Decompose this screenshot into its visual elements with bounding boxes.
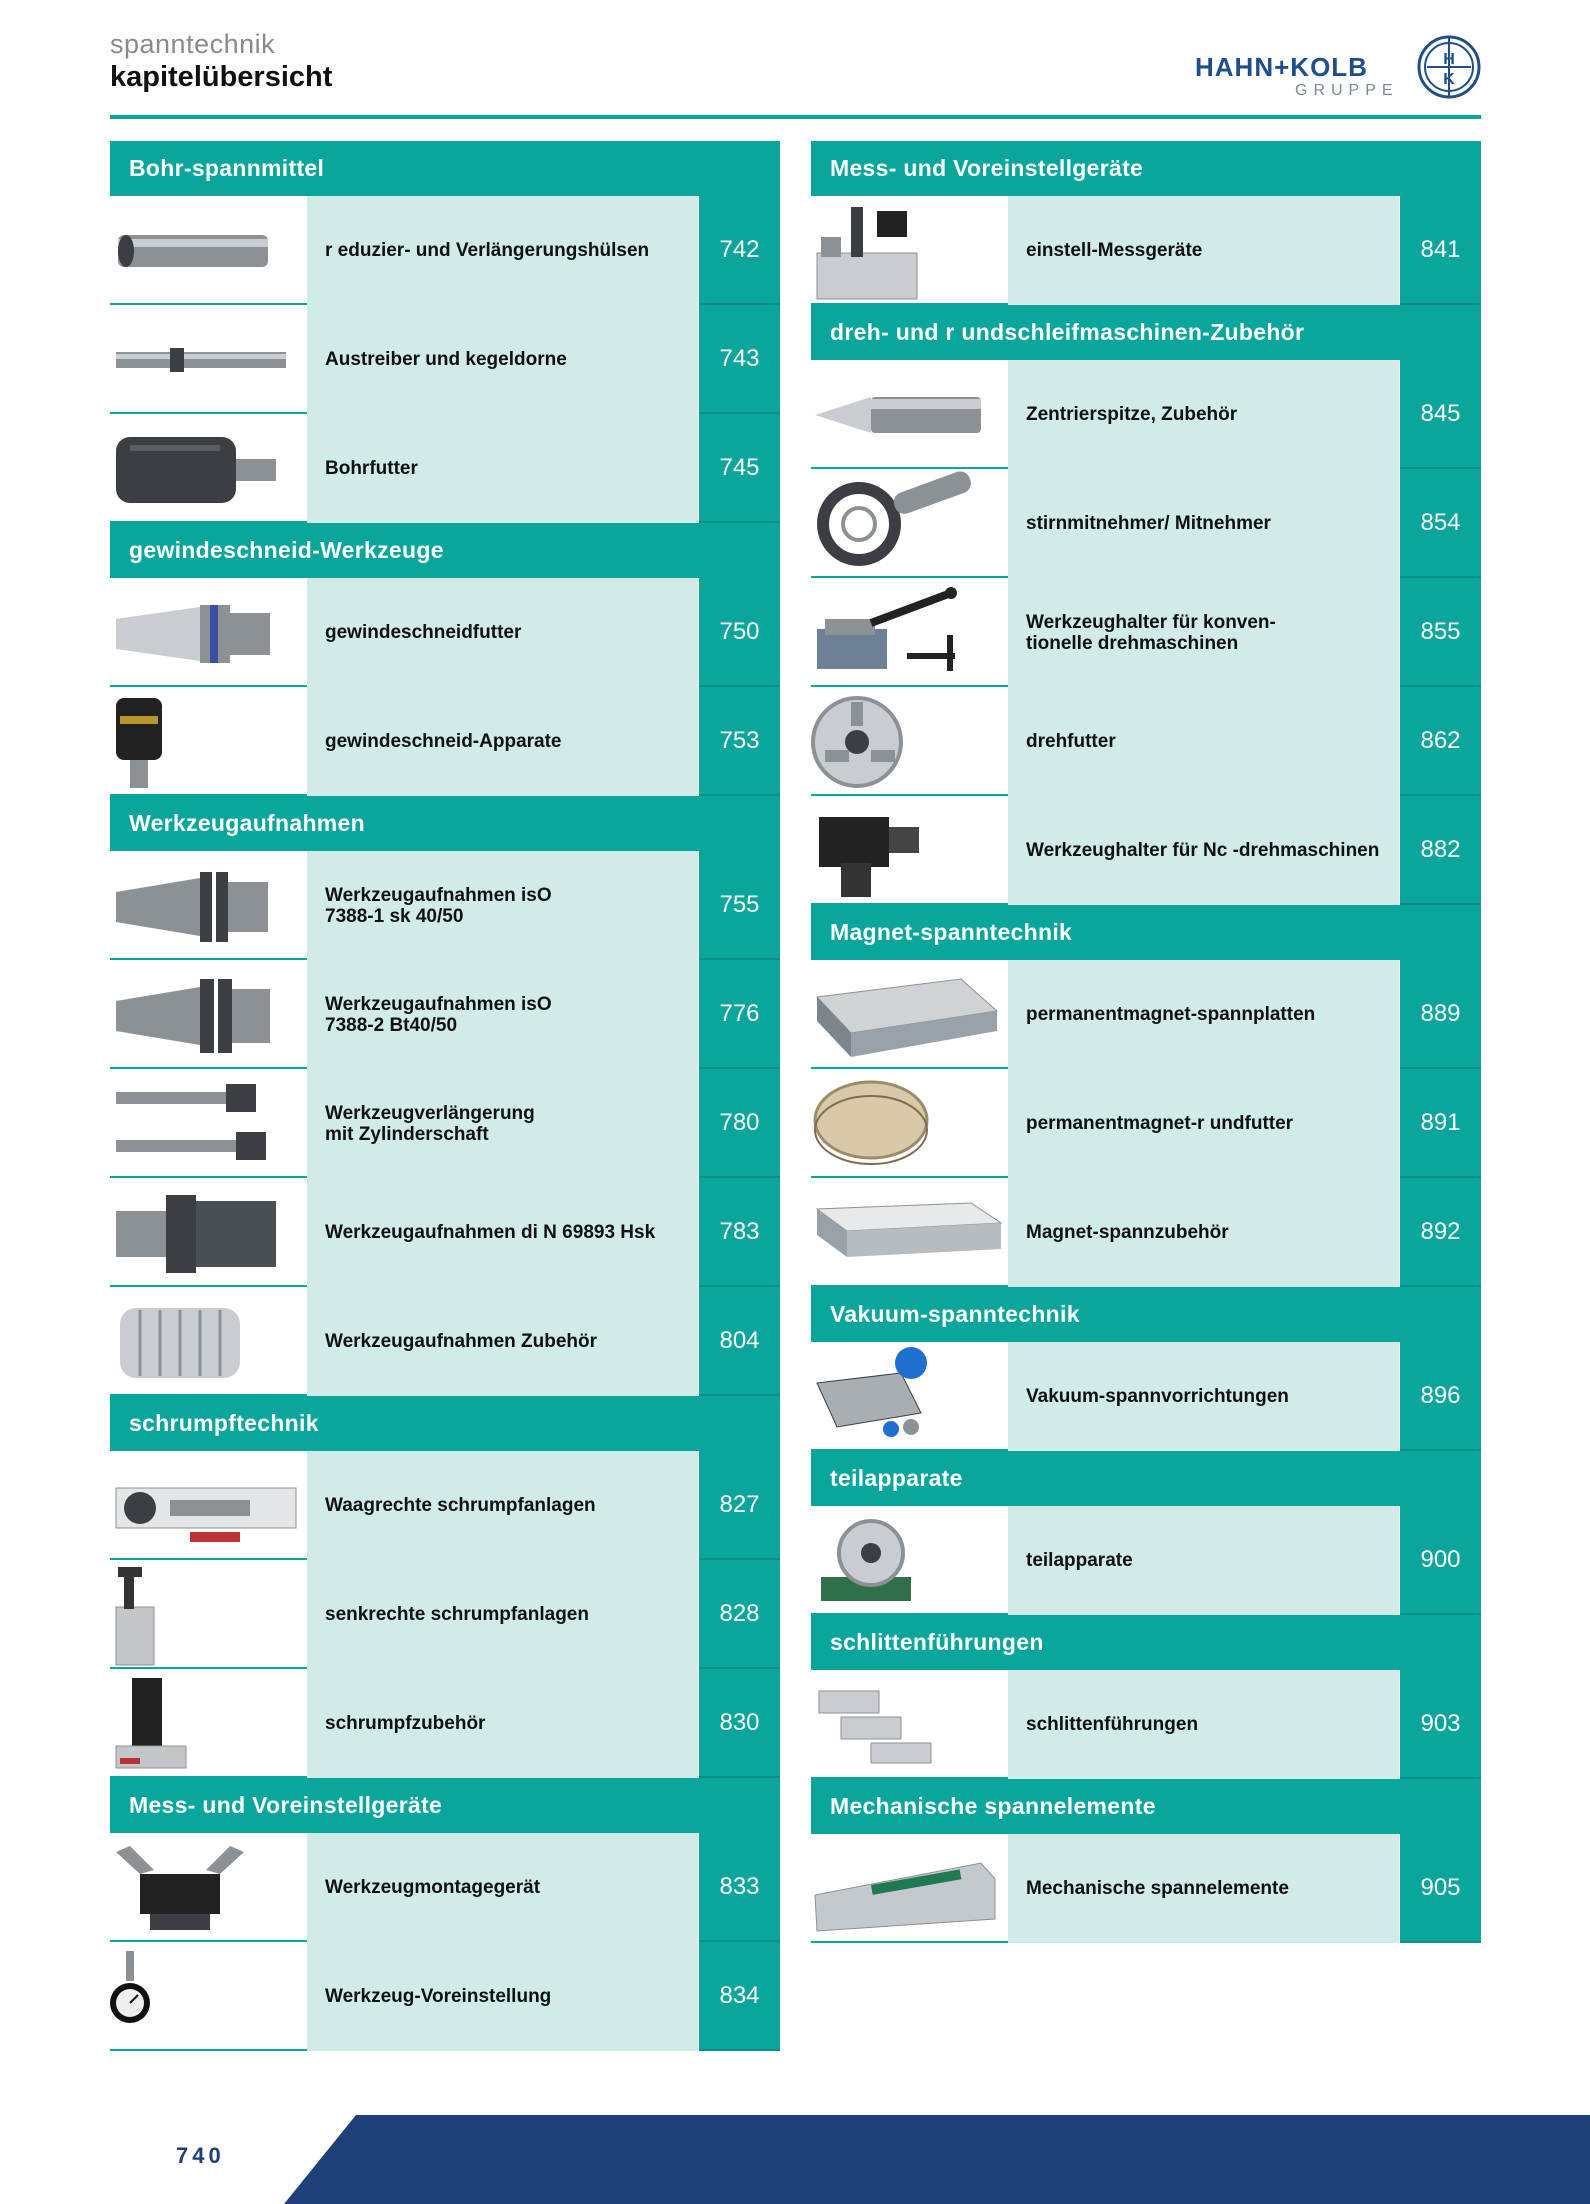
magnetic-chuck-icon bbox=[811, 1070, 1008, 1175]
product-image bbox=[110, 1287, 307, 1396]
tapping-device-icon bbox=[110, 688, 307, 793]
product-image bbox=[110, 1178, 307, 1287]
chapter-page-number[interactable]: 833 bbox=[699, 1833, 780, 1942]
svg-text:H: H bbox=[1443, 51, 1455, 68]
horizontal-shrink-icon bbox=[110, 1452, 307, 1557]
product-image bbox=[811, 1506, 1008, 1615]
chapter-page-number[interactable]: 891 bbox=[1400, 1069, 1481, 1178]
product-image bbox=[811, 960, 1008, 1069]
chapter-label: gewindeschneid-Apparate bbox=[307, 687, 699, 796]
chapter-label: Magnet-spannzubehör bbox=[1008, 1178, 1400, 1287]
clamp-icon bbox=[811, 1835, 1008, 1940]
presetter-icon bbox=[811, 197, 1008, 302]
product-image bbox=[110, 196, 307, 305]
logo-group-label: GRUPPE bbox=[1295, 82, 1399, 99]
lathe-dog-icon bbox=[811, 470, 1008, 575]
chapter-page-number[interactable]: 905 bbox=[1400, 1834, 1481, 1943]
chapter-row[interactable] bbox=[110, 414, 780, 523]
product-image bbox=[110, 1560, 307, 1669]
chapter-label: permanentmagnet-r undfutter bbox=[1008, 1069, 1400, 1178]
chapter-row[interactable] bbox=[110, 1287, 780, 1396]
chapter-label: Werkzeug-Voreinstellung bbox=[307, 1942, 699, 2051]
header-rule bbox=[110, 115, 1481, 119]
chapter-label: Waagrechte schrumpfanlagen bbox=[307, 1451, 699, 1560]
chapter-row[interactable] bbox=[811, 1178, 1481, 1287]
product-image bbox=[110, 578, 307, 687]
product-image bbox=[811, 469, 1008, 578]
product-image bbox=[110, 960, 307, 1069]
chapter-page-number[interactable]: 892 bbox=[1400, 1178, 1481, 1287]
taper-arbor-icon bbox=[110, 306, 307, 411]
chapter-row[interactable] bbox=[110, 960, 780, 1069]
svg-text:K: K bbox=[1443, 71, 1455, 88]
page-number: 740 bbox=[176, 2143, 225, 2168]
chapter-page-number[interactable]: 841 bbox=[1400, 196, 1481, 305]
header-title: kapitelübersicht bbox=[110, 61, 333, 93]
chapter-row[interactable] bbox=[811, 1834, 1481, 1943]
company-logo bbox=[1195, 32, 1485, 102]
chapter-label: Bohrfutter bbox=[307, 414, 699, 523]
chapter-row[interactable] bbox=[811, 360, 1481, 469]
product-image bbox=[110, 687, 307, 796]
chapter-page-number[interactable]: 854 bbox=[1400, 469, 1481, 578]
tool-post-icon bbox=[811, 579, 1008, 684]
chapter-page-number[interactable]: 783 bbox=[699, 1178, 780, 1287]
chapter-page-number[interactable]: 753 bbox=[699, 687, 780, 796]
chapter-row[interactable] bbox=[110, 578, 780, 687]
chapter-label: r eduzier- und Verlängerungshülsen bbox=[307, 196, 699, 305]
left-column bbox=[110, 141, 780, 2051]
nc-tool-holder-icon bbox=[811, 797, 1008, 902]
product-image bbox=[811, 1178, 1008, 1287]
product-image bbox=[110, 305, 307, 414]
footer-band bbox=[0, 2115, 1590, 2204]
chapter-row[interactable] bbox=[811, 796, 1481, 905]
section-heading: Mess- und Voreinstellgeräte bbox=[811, 141, 1481, 196]
lathe-chuck-icon bbox=[811, 688, 1008, 793]
dial-gauge-icon bbox=[110, 1943, 307, 2048]
chapter-label: Mechanische spannelemente bbox=[1008, 1834, 1400, 1943]
drill-chuck-icon bbox=[110, 415, 307, 520]
chapter-row[interactable] bbox=[811, 1342, 1481, 1451]
right-column bbox=[811, 141, 1481, 1943]
chapter-row[interactable] bbox=[110, 305, 780, 414]
chapter-label: teilapparate bbox=[1008, 1506, 1400, 1615]
chapter-page-number[interactable]: 834 bbox=[699, 1942, 780, 2051]
product-image bbox=[811, 796, 1008, 905]
logo-wordmark: HAHN+KOLB bbox=[1195, 52, 1368, 82]
product-image bbox=[811, 1342, 1008, 1451]
chapter-label: Austreiber und kegeldorne bbox=[307, 305, 699, 414]
chapter-label: permanentmagnet-spannplatten bbox=[1008, 960, 1400, 1069]
product-image bbox=[811, 1834, 1008, 1943]
chapter-row[interactable] bbox=[811, 578, 1481, 687]
header-subtitle: spanntechnik bbox=[110, 29, 276, 59]
section-heading: Bohr-spannmittel bbox=[110, 141, 780, 196]
mounting-device-icon bbox=[110, 1834, 307, 1939]
chapter-row[interactable] bbox=[110, 196, 780, 305]
tapping-chuck-icon bbox=[110, 579, 307, 684]
chapter-page-number[interactable]: 755 bbox=[699, 851, 780, 960]
chapter-label: Werkzeugmontagegerät bbox=[307, 1833, 699, 1942]
chapter-page-number[interactable]: 828 bbox=[699, 1560, 780, 1669]
chapter-label: Werkzeugverlängerung mit Zylinderschaft bbox=[307, 1069, 699, 1178]
chapter-label: einstell-Messgeräte bbox=[1008, 196, 1400, 305]
chapter-row[interactable] bbox=[110, 1178, 780, 1287]
section-heading: dreh- und r undschleifmaschinen-Zubehör bbox=[811, 305, 1481, 360]
dividing-head-icon bbox=[811, 1507, 1008, 1612]
section-heading: Mess- und Voreinstellgeräte bbox=[110, 1778, 780, 1833]
chapter-page-number[interactable]: 804 bbox=[699, 1287, 780, 1396]
chapter-row[interactable] bbox=[110, 687, 780, 796]
chapter-row[interactable] bbox=[811, 1506, 1481, 1615]
sleeve-icon bbox=[110, 197, 307, 302]
chapter-label: senkrechte schrumpfanlagen bbox=[307, 1560, 699, 1669]
chapter-label: Vakuum-spannvorrichtungen bbox=[1008, 1342, 1400, 1451]
chapter-page-number[interactable]: 845 bbox=[1400, 360, 1481, 469]
chapter-row[interactable] bbox=[110, 1560, 780, 1669]
chapter-label: Zentrierspitze, Zubehör bbox=[1008, 360, 1400, 469]
chapter-page-number[interactable]: 743 bbox=[699, 305, 780, 414]
product-image bbox=[811, 1670, 1008, 1779]
chapter-page-number[interactable]: 742 bbox=[699, 196, 780, 305]
chapter-label: Werkzeughalter für konven- tionelle drehmaschinen bbox=[1008, 578, 1400, 687]
chapter-page-number[interactable]: 750 bbox=[699, 578, 780, 687]
chapter-label: Werkzeugaufnahmen di N 69893 Hsk bbox=[307, 1178, 699, 1287]
chapter-page-number[interactable]: 896 bbox=[1400, 1342, 1481, 1451]
section-heading: schrumpftechnik bbox=[110, 1396, 780, 1451]
product-image bbox=[811, 687, 1008, 796]
chapter-page-number[interactable]: 827 bbox=[699, 1451, 780, 1560]
chapter-row[interactable] bbox=[110, 1942, 780, 2051]
section-heading: Vakuum-spanntechnik bbox=[811, 1287, 1481, 1342]
product-image bbox=[110, 1833, 307, 1942]
chapter-label: Werkzeugaufnahmen isO 7388-1 sk 40/50 bbox=[307, 851, 699, 960]
product-image bbox=[811, 578, 1008, 687]
chapter-page-number[interactable]: 903 bbox=[1400, 1670, 1481, 1779]
chapter-page-number[interactable]: 889 bbox=[1400, 960, 1481, 1069]
product-image bbox=[811, 196, 1008, 305]
chapter-label: schlittenführungen bbox=[1008, 1670, 1400, 1779]
chapter-row[interactable] bbox=[811, 1069, 1481, 1178]
chapter-page-number[interactable]: 862 bbox=[1400, 687, 1481, 796]
chapter-row[interactable] bbox=[110, 851, 780, 960]
chapter-page-number[interactable]: 855 bbox=[1400, 578, 1481, 687]
chapter-label: stirnmitnehmer/ Mitnehmer bbox=[1008, 469, 1400, 578]
section-heading: Magnet-spanntechnik bbox=[811, 905, 1481, 960]
section-heading: schlittenführungen bbox=[811, 1615, 1481, 1670]
product-image bbox=[110, 1669, 307, 1778]
chapter-label: Werkzeugaufnahmen Zubehör bbox=[307, 1287, 699, 1396]
section-heading: Mechanische spannelemente bbox=[811, 1779, 1481, 1834]
chapter-label: schrumpfzubehör bbox=[307, 1669, 699, 1778]
page-header bbox=[110, 28, 332, 94]
chapter-row[interactable] bbox=[110, 1669, 780, 1778]
chapter-page-number[interactable]: 745 bbox=[699, 414, 780, 523]
shrink-accessory-icon bbox=[110, 1670, 307, 1775]
collet-icon bbox=[110, 1288, 307, 1393]
vertical-shrink-icon bbox=[110, 1561, 307, 1666]
chapter-row[interactable] bbox=[110, 1451, 780, 1560]
chapter-label: gewindeschneidfutter bbox=[307, 578, 699, 687]
chapter-row[interactable] bbox=[811, 469, 1481, 578]
hsk-holder-icon bbox=[110, 1179, 307, 1284]
chapter-row[interactable] bbox=[811, 960, 1481, 1069]
slide-guide-icon bbox=[811, 1671, 1008, 1776]
product-image bbox=[110, 1451, 307, 1560]
center-point-icon bbox=[811, 361, 1008, 466]
bt-holder-icon bbox=[110, 961, 307, 1066]
product-image bbox=[110, 1942, 307, 2051]
section-heading: gewindeschneid-Werkzeuge bbox=[110, 523, 780, 578]
chapter-label: Werkzeughalter für Nc -drehmaschinen bbox=[1008, 796, 1400, 905]
chapter-row[interactable] bbox=[811, 687, 1481, 796]
chapter-page-number[interactable]: 830 bbox=[699, 1669, 780, 1778]
chapter-page-number[interactable]: 776 bbox=[699, 960, 780, 1069]
product-image bbox=[110, 414, 307, 523]
product-image bbox=[110, 1069, 307, 1178]
section-heading: Werkzeugaufnahmen bbox=[110, 796, 780, 851]
chapter-label: Werkzeugaufnahmen isO 7388-2 Bt40/50 bbox=[307, 960, 699, 1069]
chapter-page-number[interactable]: 780 bbox=[699, 1069, 780, 1178]
product-image bbox=[811, 1069, 1008, 1178]
chapter-row[interactable] bbox=[811, 1670, 1481, 1779]
chapter-row[interactable] bbox=[110, 1069, 780, 1178]
chapter-row[interactable] bbox=[811, 196, 1481, 305]
product-image bbox=[110, 851, 307, 960]
chapter-page-number[interactable]: 882 bbox=[1400, 796, 1481, 905]
chapter-label: drehfutter bbox=[1008, 687, 1400, 796]
extension-icon bbox=[110, 1070, 307, 1175]
magnetic-block-icon bbox=[811, 1179, 1008, 1284]
section-heading: teilapparate bbox=[811, 1451, 1481, 1506]
sk-holder-icon bbox=[110, 852, 307, 957]
chapter-row[interactable] bbox=[110, 1833, 780, 1942]
chapter-page-number[interactable]: 900 bbox=[1400, 1506, 1481, 1615]
magnetic-plate-icon bbox=[811, 961, 1008, 1066]
product-image bbox=[811, 360, 1008, 469]
logo-mark-icon bbox=[1417, 35, 1481, 99]
vacuum-fixture-icon bbox=[811, 1343, 1008, 1448]
